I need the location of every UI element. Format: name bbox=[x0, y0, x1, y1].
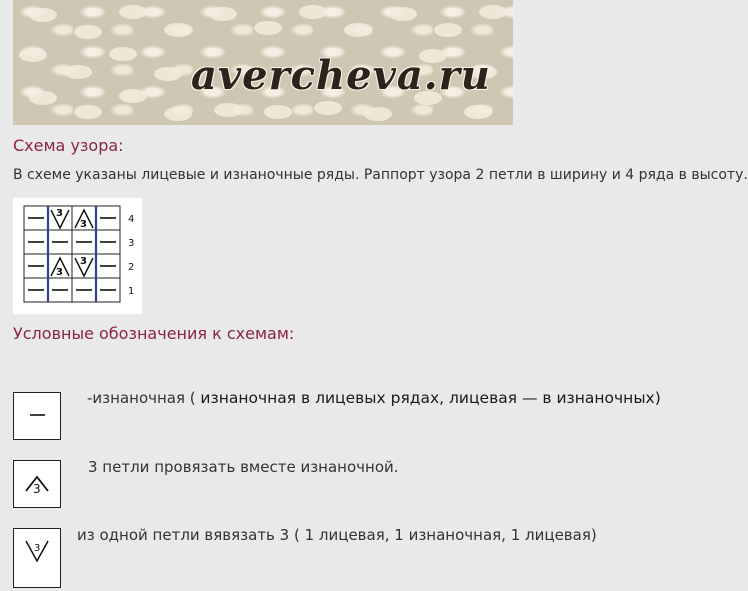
row-number: 2 bbox=[128, 262, 135, 273]
row-number: 1 bbox=[128, 286, 135, 297]
purl-dash-icon bbox=[13, 392, 61, 440]
symbol-number: 3 bbox=[33, 482, 41, 496]
symbol-number: 3 bbox=[80, 256, 87, 267]
knitting-photo bbox=[13, 0, 513, 125]
legend-heading: Условные обозначения к схемам: bbox=[13, 324, 295, 343]
row-number: 4 bbox=[128, 214, 135, 225]
chart-grid bbox=[13, 198, 142, 314]
legend-item-prefix: -изнаночная ( bbox=[87, 389, 201, 407]
symbol-number: 3 bbox=[56, 208, 63, 219]
legend-item-purl bbox=[87, 389, 661, 407]
symbol-number: 3 bbox=[56, 267, 63, 278]
legend-item-text: изнаночная в лицевых рядах, лицевая — в изнаночных) bbox=[200, 389, 661, 407]
symbol-number: 3 bbox=[34, 543, 41, 554]
site-watermark: avercheva.ru bbox=[191, 52, 491, 99]
legend-item-increase: из одной петли вявязать 3 ( 1 лицевая, 1 изнаночная, 1 лицевая) bbox=[77, 526, 597, 544]
schema-description: В схеме указаны лицевые и изнаночные ряды. Раппорт узора 2 петли в ширину и 4 ряда в высоту. bbox=[13, 167, 748, 183]
row-number: 3 bbox=[128, 238, 135, 249]
schema-heading: Схема узора: bbox=[13, 136, 124, 155]
symbol-number: 3 bbox=[80, 219, 87, 230]
three-from-one-icon bbox=[13, 528, 61, 588]
knitting-chart bbox=[13, 198, 142, 314]
purl-three-together-icon bbox=[13, 460, 61, 508]
legend-item-decrease: 3 петли провязать вместе изнаночной. bbox=[88, 458, 399, 476]
